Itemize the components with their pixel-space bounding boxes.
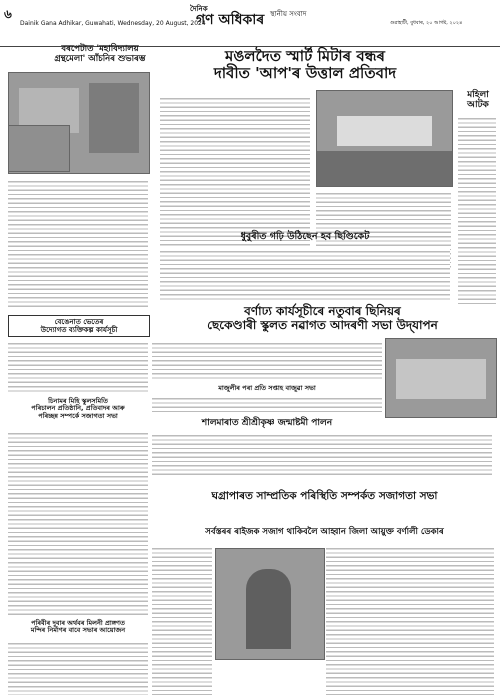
article-12-body bbox=[8, 640, 148, 695]
article-1-headline-line-2: গ্ৰন্থমেলা' আঁচনিৰ শুভাৰম্ভ bbox=[54, 53, 146, 64]
article-9-headline: শালমাৰাত শ্ৰীশ্ৰীকৃষ্ণ জন্মাষ্টমী পালন bbox=[201, 418, 333, 428]
article-12-headline-line-2: মন্দিৰ নিৰ্মাণৰ বাবে সভাৰ আয়োজন bbox=[30, 626, 126, 635]
dateline-assamese: গুৱাহাটী, বুধবাৰ, ২০ আগষ্ট, ২০২৪ bbox=[390, 20, 463, 26]
article-1-body bbox=[8, 178, 148, 308]
article-5-headline-line-1: বেঙেনাত ভেতেৰ bbox=[54, 318, 104, 326]
section-name: স্থানীয় সংবাদ bbox=[270, 10, 307, 18]
article-5-headline bbox=[8, 315, 150, 337]
article-6-headline-line-1: বৰ্ণাঢ্য কাৰ্যসূচীৰে নতুবাৰ ছিনিয়ৰ bbox=[244, 304, 401, 318]
article-1-headline bbox=[40, 45, 160, 65]
article-2-headline-line-1: মঙলদৈত স্মাৰ্ট মিটাৰ বন্ধৰ bbox=[225, 47, 385, 65]
article-7-headline-line-3: পৰিচ্ছন্ন সম্পৰ্কে সজাগতা সভা bbox=[38, 411, 118, 420]
article-7-body bbox=[8, 430, 148, 615]
article-2-headline-line-2: দাবীত 'আপ'ৰ উত্তাল প্ৰতিবাদ bbox=[213, 64, 397, 83]
article-5-headline-line-2: উদ্যোগত ব্যক্তিকল্প কাৰ্যসূচী bbox=[40, 326, 118, 335]
paper-name-prefix: দৈনিক bbox=[190, 5, 208, 13]
article-8-headline: মাজুলীৰ পৰা প্ৰতি সপ্তাহ বাজুৱা সভা bbox=[218, 384, 316, 392]
article-11-body-2 bbox=[326, 545, 494, 695]
article-10-headline: ঘগ্ৰাপাৰত সাম্প্ৰতিক পৰিস্থিতি সম্পৰ্কত সজাগতা সভা bbox=[211, 490, 438, 502]
article-5-body bbox=[8, 340, 148, 392]
page-number: ৬ bbox=[4, 7, 12, 21]
article-12-headline bbox=[8, 620, 148, 635]
article-1-headline-line-1: বৰপেটাত 'মহাবিদ্যালয় bbox=[61, 44, 139, 54]
article-7-headline bbox=[8, 398, 148, 420]
article-2-headline bbox=[160, 48, 450, 83]
article-6-body bbox=[152, 340, 382, 380]
article-3-headline-line-1: মহিলা bbox=[467, 90, 489, 100]
masthead bbox=[0, 0, 500, 47]
article-11-body bbox=[152, 545, 212, 695]
article-7-headline-line-2: পৰিচালন প্ৰতিষ্ঠানি, প্ৰতিবাদৰ আৰু bbox=[31, 404, 125, 413]
article-6-headline-line-2: ছেকেণ্ডাৰী স্কুলত নৱাগত আদৰণী সভা উদ্‌যাপন bbox=[207, 317, 438, 332]
article-3-headline bbox=[458, 90, 498, 111]
article-11-photo bbox=[215, 548, 325, 660]
paper-name: গণ অধিকাৰ bbox=[196, 12, 265, 28]
article-1-photo-2 bbox=[8, 125, 70, 172]
article-4-body bbox=[160, 248, 450, 300]
article-6-headline bbox=[150, 305, 495, 333]
article-4-headline: ধুবুৰীত গঢ়ি উঠিছেন হব ছিণ্ডিকেট bbox=[240, 231, 370, 242]
article-8-body bbox=[152, 395, 382, 413]
article-9-body bbox=[152, 432, 492, 478]
article-12-headline-line-1: পৰিবীৰ দুবাৰ অৰ্থবৰ মিলনী প্ৰাঙ্গণত bbox=[31, 619, 125, 627]
article-6-photo bbox=[385, 338, 497, 418]
article-2-photo bbox=[316, 90, 453, 187]
article-7-headline-line-1: চিনামৰ মিহি স্কুলসমিতি bbox=[48, 397, 108, 405]
article-3-body bbox=[458, 115, 496, 305]
dateline-english: Dainik Gana Adhikar, Guwahati, Wednesday, 20 August, 2024 bbox=[20, 20, 206, 27]
article-11-headline: সৰ্বস্তৰৰ ৰাইজক সজাগ থাকিবলৈ আহ্বান জিলা আয়ুক্ত বৰ্ণালী ডেকাৰ bbox=[205, 527, 444, 537]
article-3-headline-line-2: আটক bbox=[467, 100, 489, 111]
